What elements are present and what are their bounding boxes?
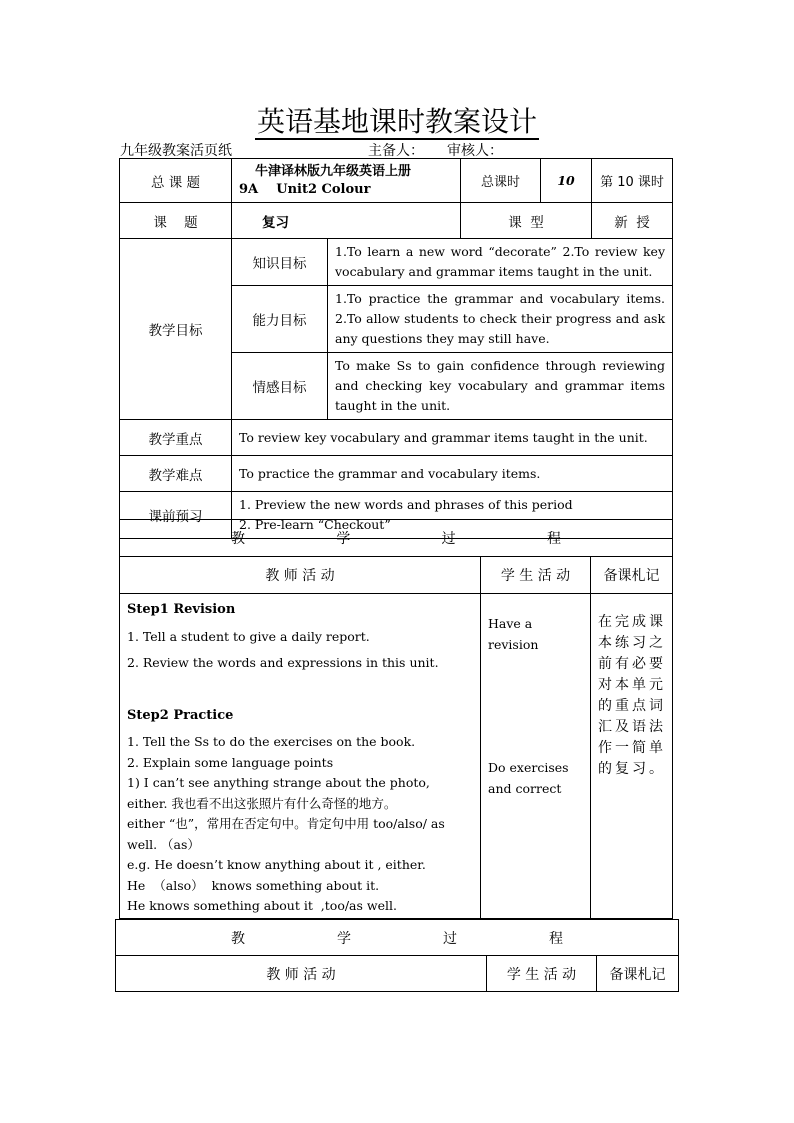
process-title-row [120, 520, 673, 557]
objective-text-emotion: To make Ss to gain confidence through reviewing and checking key vocabulary and grammar items taught in the unit. [328, 353, 673, 420]
teacher-activity-header-2: 教 师 活 动 [116, 956, 487, 992]
teacher-activity-cell [120, 594, 481, 919]
objective-label-knowledge: 知识目标 [232, 239, 328, 286]
student-activity-2: Do exercises and correct [488, 760, 569, 796]
language-point-1: 1) I can’t see anything strange about the photo, either. 我也看不出这张照片有什么奇怪的地方。 [127, 775, 430, 811]
objective-row-knowledge [120, 239, 673, 286]
key-points-label: 教学重点 [120, 420, 232, 456]
student-activity-cell [481, 594, 591, 919]
difficulties-text: To practice the grammar and vocabulary items. [232, 456, 673, 492]
topic-label: 课 题 [120, 203, 232, 239]
type-value: 新 授 [592, 203, 673, 239]
process2-char-2: 学 [337, 930, 351, 947]
language-point-2: either “也”，常用在否定句中。肯定句中用 too/also/ as well. （as） [127, 816, 445, 852]
process-content-row [120, 594, 673, 919]
process-table-continued [115, 919, 679, 992]
process-title-2 [116, 920, 679, 956]
key-points-text: To review key vocabulary and grammar items taught in the unit. [232, 420, 673, 456]
notes-cell: 在完成课本练习之前有必要对本单元的重点词汇及语法作一简单的复习。 [591, 594, 673, 919]
teacher-activity-header: 教 师 活 动 [120, 557, 481, 594]
objectives-label: 教学目标 [120, 239, 232, 420]
step1-item-1: 1. Tell a student to give a daily report. [127, 628, 370, 644]
objective-label-ability: 能力目标 [232, 286, 328, 353]
lesson-number: 第 10 课时 [592, 159, 673, 203]
process-title-row-2 [116, 920, 679, 956]
process2-char-1: 教 [231, 930, 245, 947]
objective-label-emotion: 情感目标 [232, 353, 328, 420]
preview-line-2: 2. Pre-learn “Checkout” [239, 517, 391, 532]
lesson-plan-grid [119, 158, 673, 539]
process-header-row [120, 557, 673, 594]
process-char-2: 学 [336, 531, 351, 547]
objective-text-knowledge: 1.To learn a new word “decorate” 2.To review key vocabulary and grammar items taught in the unit. [328, 239, 673, 286]
step2-title: Step2 Practice [127, 707, 234, 723]
student-activity-1: Have a revision [488, 616, 539, 652]
process-header-row-2 [116, 956, 679, 992]
process-char-1: 教 [231, 531, 245, 547]
student-activity-header-2: 学 生 活 动 [487, 956, 597, 992]
step2-item-2: 2. Explain some language points [127, 754, 334, 770]
type-label: 课 型 [461, 203, 592, 239]
notes-header-2: 备课札记 [597, 956, 679, 992]
total-lessons-cell: 总课时 [461, 159, 541, 203]
step1-item-2: 2. Review the words and expressions in this unit. [127, 655, 439, 670]
difficulties-row [120, 456, 673, 492]
student-activity-header: 学 生 活 动 [481, 557, 591, 594]
header-reviewed-by: 审核人： [447, 143, 503, 159]
process-title [120, 520, 673, 557]
language-point-example-1: e.g. He doesn’t know anything about it , either. [127, 857, 426, 872]
preview-label: 课前预习 [120, 492, 232, 539]
course-line-1-text: 牛津译林版九年级英语上册 [255, 163, 412, 179]
language-point-example-3: He knows something about it ,too/as well. [127, 898, 397, 913]
header-prepared-by: 主备人： [368, 143, 424, 159]
step2-item-1: 1. Tell the Ss to do the exercises on the book. [127, 734, 416, 749]
process-char-4: 程 [546, 531, 561, 547]
step1-title: Step1 Revision [127, 602, 236, 617]
total-topic-text: 总 课 题 [150, 174, 201, 191]
preview-line-1: 1. Preview the new words and phrases of this period [239, 497, 573, 512]
difficulties-label: 教学难点 [120, 456, 232, 492]
page-title [0, 100, 794, 140]
total-topic-label-cell [120, 159, 232, 203]
objective-text-ability: 1.To practice the grammar and vocabulary items. 2.To allow students to check their progress and ask any questions they may still have. [328, 286, 673, 353]
course-cell [232, 159, 461, 203]
title-text: 英语基地课时教案设计 [256, 105, 537, 138]
info-row-cells [120, 159, 673, 203]
process2-char-4: 程 [549, 930, 563, 947]
key-points-row [120, 420, 673, 456]
process2-char-3: 过 [443, 930, 457, 947]
course-line-2-text: 9A Unit2 Colour [239, 181, 371, 197]
language-point-example-2: He （also） knows something about it. [127, 877, 380, 893]
total-lessons-number: 10 [541, 159, 592, 203]
process-table [119, 519, 673, 919]
topic-row [120, 203, 673, 239]
notes-header: 备课札记 [591, 557, 673, 594]
topic-value: 复习 [232, 203, 461, 239]
header-sheet-label: 九年级教案活页纸 [120, 143, 232, 159]
process-char-3: 过 [441, 531, 456, 547]
